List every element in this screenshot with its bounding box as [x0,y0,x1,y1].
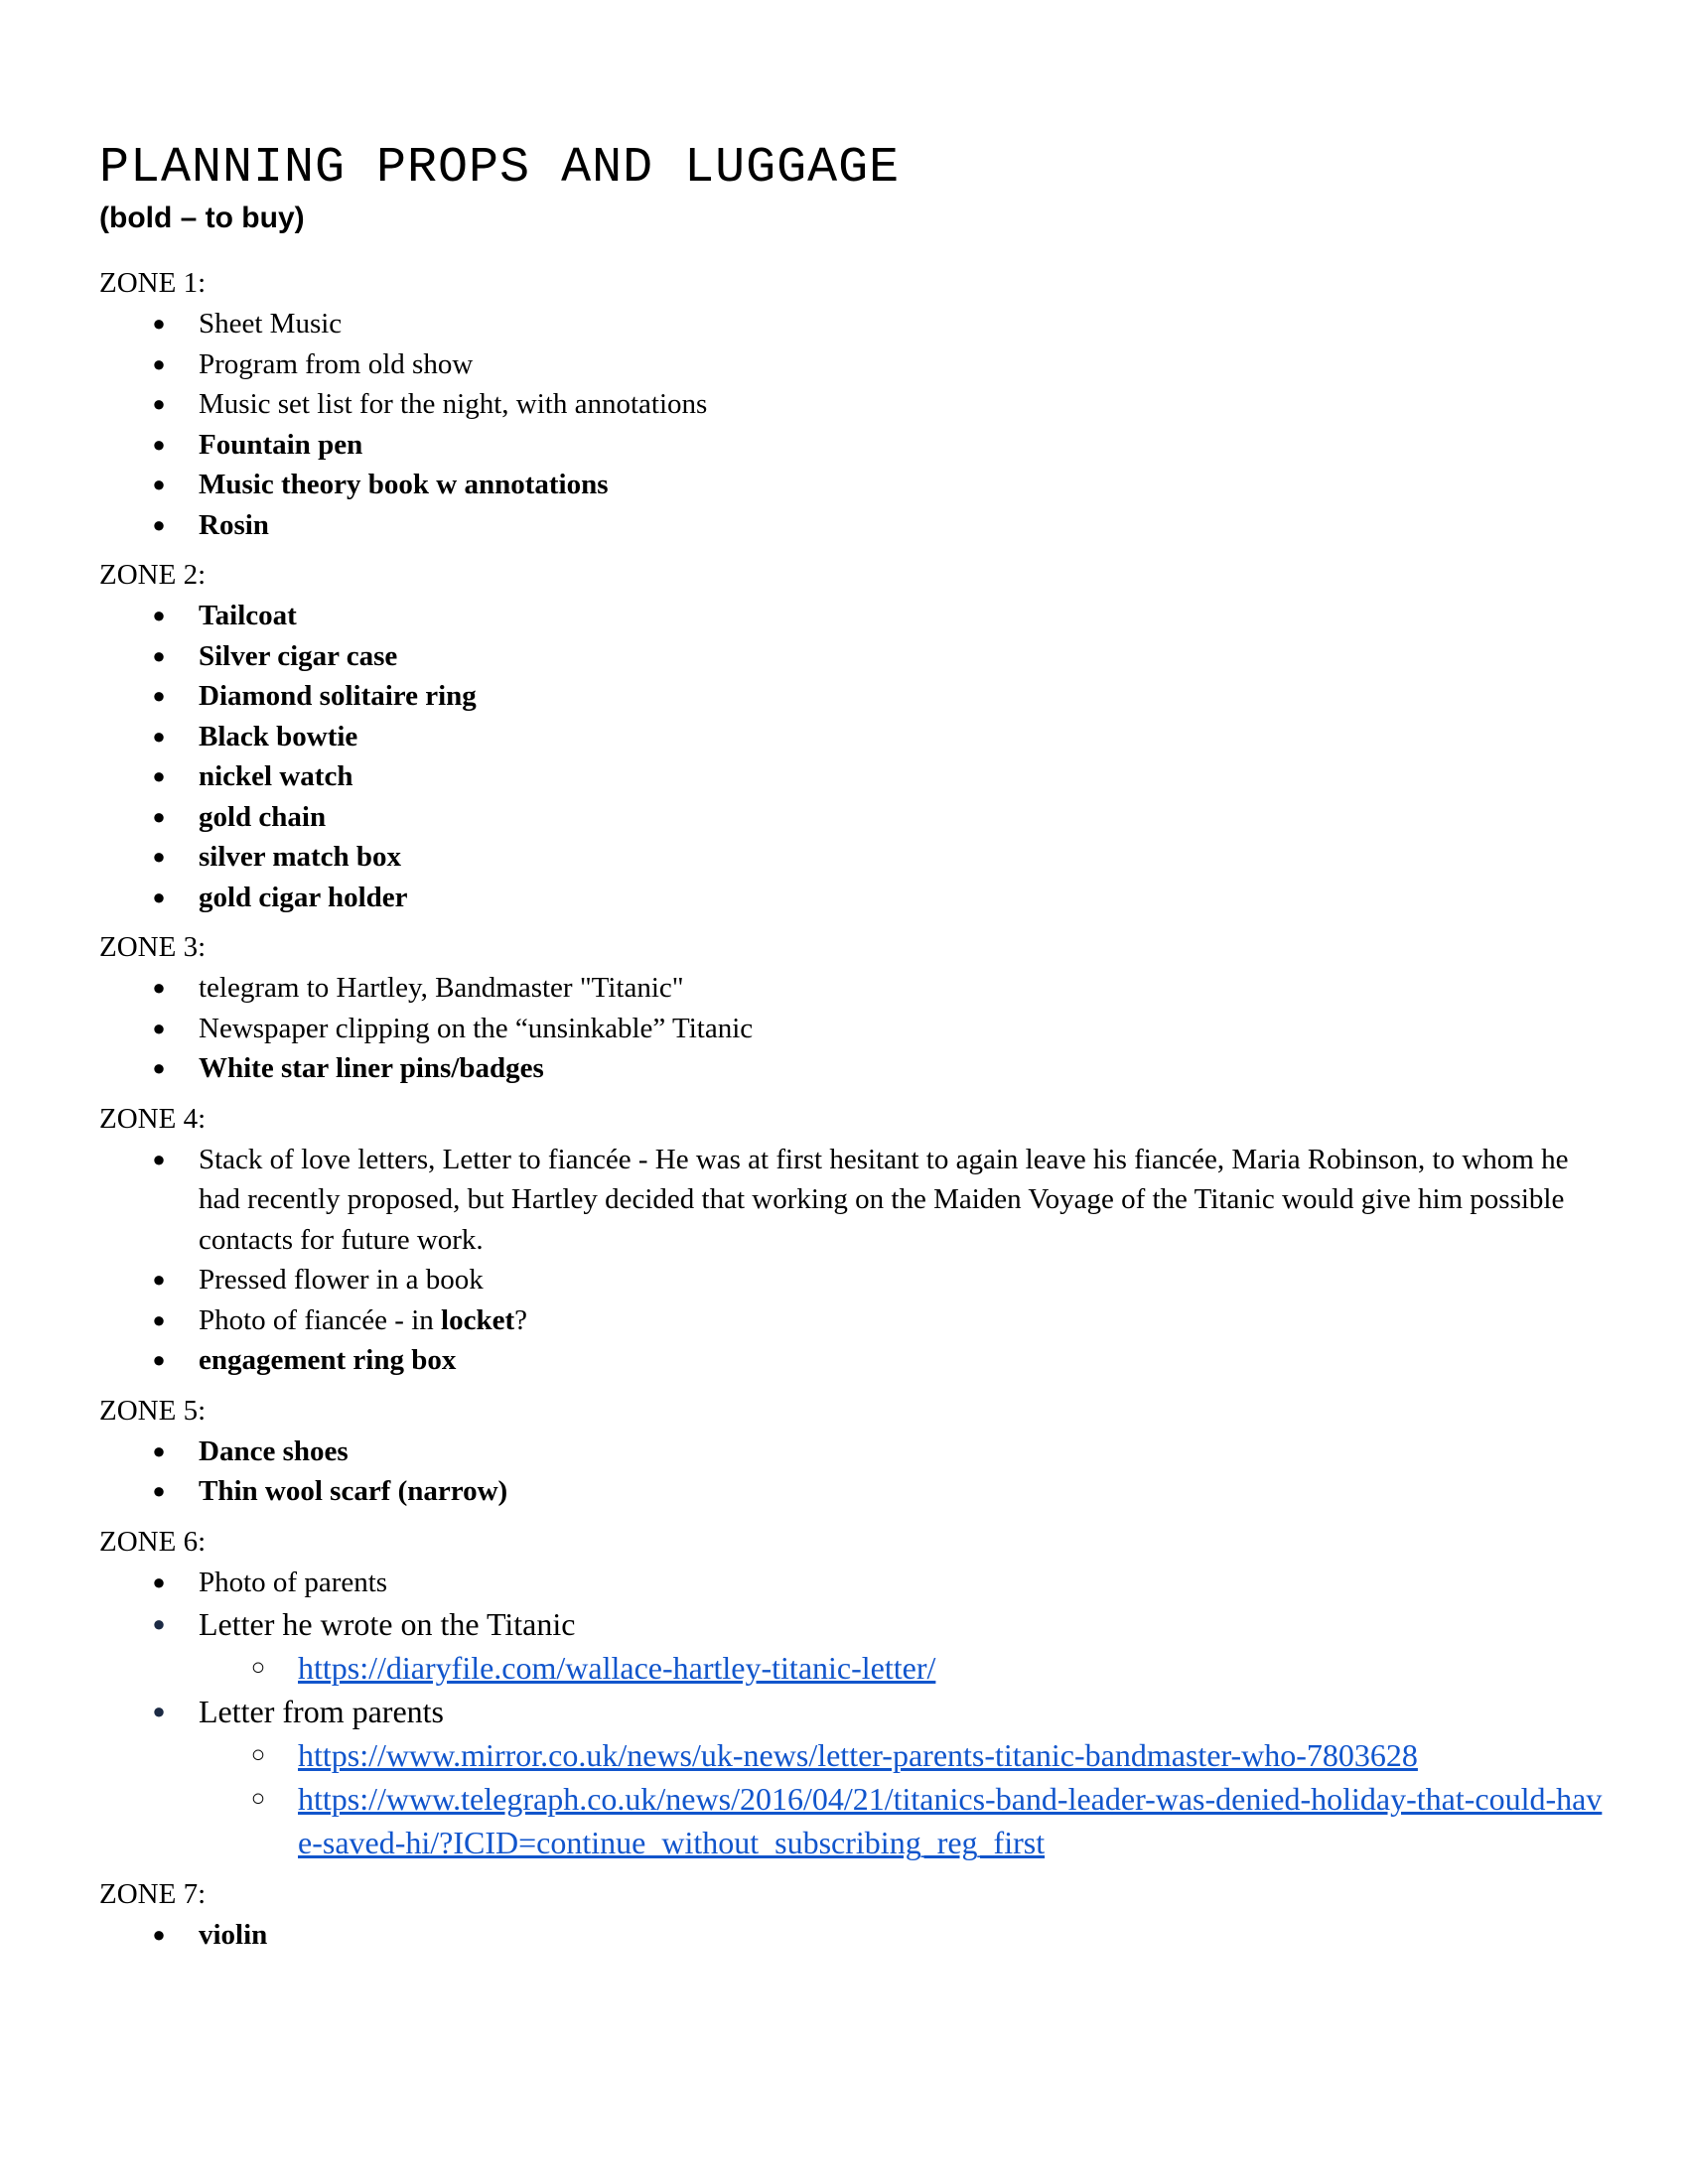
list-item: ● nickel watch [99,756,1609,797]
page-title: PLANNING PROPS AND LUGGAGE [99,140,901,197]
list-item: ● silver match box [99,837,1609,878]
bullet-icon: ● [152,1699,166,1723]
list-item: ● Photo of parents [99,1563,1609,1603]
bullet-icon: ● [152,1437,166,1463]
bullet-icon: ● [152,975,166,1000]
list-item: ● Sheet Music [99,304,1609,344]
zone-label: ZONE 2: [99,559,207,591]
bullet-icon: ● [152,350,166,376]
telegraph-article-link[interactable]: https://www.telegraph.co.uk/news/2016/04/21/titanics-band-leader-was-denied-holiday-that-could-have-saved-hi/?ICID=continue_without_subscribing_reg_first [298,1781,1603,1860]
zone-item-list [99,1140,1609,1381]
hollow-bullet-icon: ○ [250,1655,266,1681]
zone-label: ZONE 6: [99,1525,207,1558]
zone-3 [99,928,1609,1089]
list-item: ● Music theory book w annotations [99,465,1609,505]
zone-7 [99,1875,1609,1956]
bullet-icon: ● [152,803,166,829]
list-item: ● Tailcoat [99,596,1609,636]
bullet-icon: ● [152,603,166,627]
zone-item-list [99,1432,1609,1512]
zone-label: ZONE 5: [99,1394,207,1427]
hollow-bullet-icon: ○ [250,1786,266,1812]
sub-list [99,1733,1609,1864]
bullet-icon: ● [152,1267,166,1292]
zone-item-list [99,1915,1609,1956]
list-item: ● Newspaper clipping on the “unsinkable” Titanic [99,1009,1609,1049]
list-item: ● Dance shoes [99,1432,1609,1472]
zone-item-list [99,1563,1609,1865]
list-item: ● Pressed flower in a book [99,1260,1609,1300]
bullet-icon: ● [152,723,166,749]
list-item: ● Letter from parents [99,1690,1609,1733]
zone-item-list [99,304,1609,545]
list-item: ● Black bowtie [99,717,1609,757]
sub-list-item [199,1646,1609,1690]
bullet-icon: ● [152,311,166,336]
bullet-icon: ● [152,1611,166,1636]
sub-list [99,1646,1609,1690]
zone-1 [99,264,1609,545]
sub-list-container [99,1733,1609,1864]
bullet-icon: ● [152,1306,166,1332]
list-item: ● Rosin [99,505,1609,546]
bullet-icon: ● [152,1055,166,1080]
zone-label: ZONE 1: [99,267,207,299]
page-subtitle: (bold – to buy) [99,202,305,234]
bullet-icon: ● [152,1922,166,1947]
bullet-icon: ● [152,431,166,457]
list-item: ● Stack of love letters, Letter to fiancée - He was at first hesitant to again leave his fiancée, Maria Robinson, to whom he had recently proposed, but Hartley decided that working on the Maiden Voyage of the Titanic would give him possible contacts for future work. [99,1140,1609,1261]
sub-list-item [199,1733,1609,1777]
list-item: ● gold chain [99,797,1609,838]
list-item: ● Photo of fiancée - in locket? [99,1300,1609,1341]
bullet-icon: ● [152,763,166,788]
bullet-icon: ● [152,844,166,869]
zone-label: ZONE 7: [99,1878,207,1910]
bullet-icon: ● [152,1478,166,1503]
list-item: ● Program from old show [99,344,1609,385]
list-item: ● engagement ring box [99,1340,1609,1381]
zone-item-list [99,968,1609,1089]
list-item: ● Diamond solitaire ring [99,676,1609,717]
bullet-icon: ● [152,1347,166,1372]
bullet-icon: ● [152,683,166,708]
bullet-icon: ● [152,884,166,909]
diaryfile-letter-link[interactable]: https://diaryfile.com/wallace-hartley-titanic-letter/ [298,1650,936,1686]
bullet-icon: ● [152,1569,166,1594]
bullet-icon: ● [152,511,166,537]
list-item: ● Fountain pen [99,425,1609,466]
list-item: ● Silver cigar case [99,636,1609,677]
zone-item-list [99,596,1609,917]
zone-label: ZONE 3: [99,931,207,963]
bullet-icon: ● [152,391,166,416]
list-item: ● Music set list for the night, with annotations [99,384,1609,425]
bullet-icon: ● [152,1146,166,1171]
hollow-bullet-icon: ○ [250,1742,266,1768]
zone-4 [99,1100,1609,1381]
list-item: ● Letter he wrote on the Titanic [99,1602,1609,1646]
zone-2 [99,556,1609,917]
bullet-icon: ● [152,472,166,496]
zone-5 [99,1392,1609,1512]
list-item: ● violin [99,1915,1609,1956]
bullet-icon: ● [152,1015,166,1040]
list-item: ● White star liner pins/badges [99,1048,1609,1089]
zone-label: ZONE 4: [99,1102,207,1135]
list-item: ● Thin wool scarf (narrow) [99,1471,1609,1512]
sub-list-item [199,1777,1609,1864]
list-item: ● telegram to Hartley, Bandmaster "Titanic" [99,968,1609,1009]
bullet-icon: ● [152,642,166,668]
sub-list-container [99,1646,1609,1690]
document-page [99,139,1609,1967]
mirror-article-link[interactable]: https://www.mirror.co.uk/news/uk-news/letter-parents-titanic-bandmaster-who-7803628 [298,1737,1418,1773]
list-item: ● gold cigar holder [99,878,1609,918]
zone-6 [99,1523,1609,1865]
